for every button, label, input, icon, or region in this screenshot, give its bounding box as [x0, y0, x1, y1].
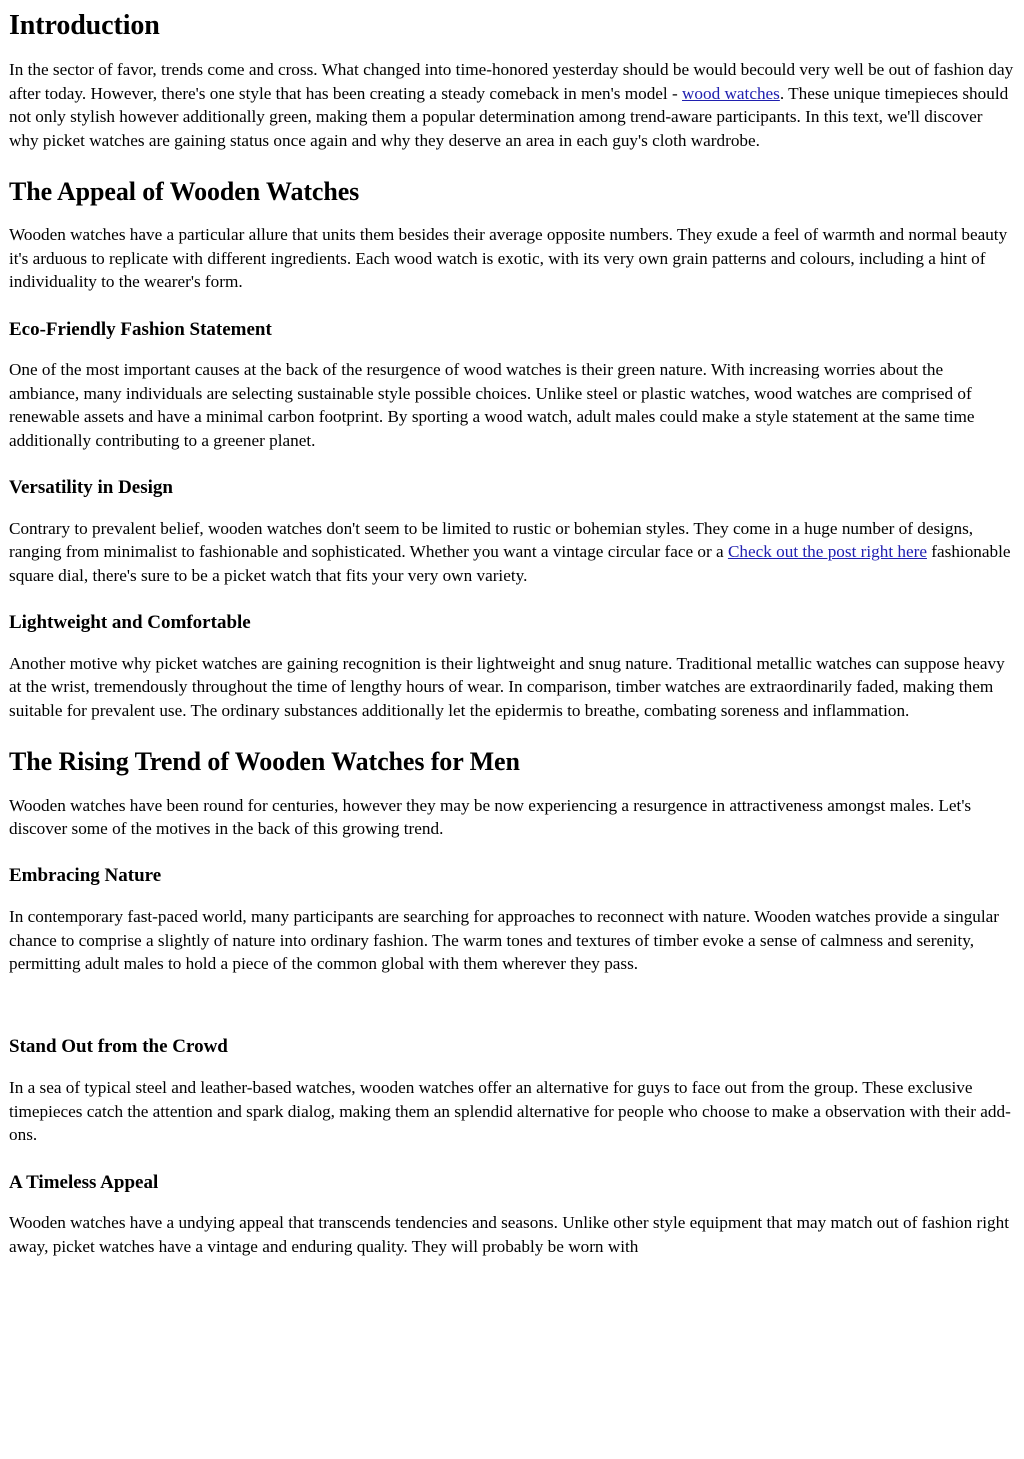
- paragraph-lightweight: [9, 652, 1014, 722]
- paragraph-embracing-nature: [9, 905, 1014, 975]
- heading-stand-out-from-the-crowd: Stand Out from the Crowd: [9, 1036, 228, 1058]
- paragraph-timeless-appeal-text-0: Wooden watches have a undying appeal that transcends tendencies and seasons. Unlike other style equipment that may match out of fashion right away, picket watches have a vintage and enduring quality. They will probably be worn with: [9, 1213, 1009, 1256]
- heading-embracing-nature: Embracing Nature: [9, 865, 162, 887]
- paragraph-rising-trend: [9, 794, 1014, 841]
- paragraph-eco-friendly: [9, 358, 1014, 452]
- paragraph-timeless-appeal: [9, 1211, 1014, 1258]
- document-body: [0, 11, 1024, 1258]
- paragraph-versatility-text-2: fashionable square dial, there's sure to be a picket watch that fits your very own variety.: [9, 542, 1011, 585]
- paragraph-appeal: [9, 223, 1014, 293]
- paragraph-stand-out: [9, 1076, 1014, 1146]
- heading-eco-friendly-fashion-statement: Eco-Friendly Fashion Statement: [9, 318, 272, 340]
- heading-a-timeless-appeal: A Timeless Appeal: [9, 1171, 159, 1193]
- paragraph-eco-friendly-text-0: One of the most important causes at the back of the resurgence of wood watches is their green nature. With increasing worries about the ambiance, many individuals are selecting sustainable style possible choices. Unlike steel or plastic watches, wood watches are comprised of renewable assets and have a minimal carbon footprint. By sporting a wood watch, adult males could make a style statement at the same time additionally contributing to a greener planet.: [9, 360, 975, 450]
- paragraph-rising-trend-text-0: Wooden watches have been round for centuries, however they may be now experiencing a resurgence in attractiveness amongst males. Let's discover some of the motives in the back of this growing trend.: [9, 795, 972, 838]
- paragraph-embracing-nature-text-0: In contemporary fast-paced world, many participants are searching for approaches to reconnect with nature. Wooden watches provide a singular chance to comprise a slightly of nature into ordinary fashion. The warm tones and textures of timber evoke a sense of calmness and serenity, permitting adult males to hold a piece of the common global with them wherever they pass.: [9, 907, 1000, 974]
- paragraph-introduction: [9, 58, 1014, 152]
- paragraph-lightweight-text-0: Another motive why picket watches are gaining recognition is their lightweight and snug nature. Traditional metallic watches can suppose heavy at the wrist, tremendously throughout the time of lengthy hours of wear. In comparison, timber watches are extraordinarily faded, making them suitable for prevalent use. The ordinary substances additionally let the epidermis to breathe, combating soreness and inflammation.: [9, 654, 1005, 720]
- paragraph-introduction-text-2: . These unique timepieces should not only stylish however additionally green, making them a popular determination among trend-aware participants. In this text, we'll discover why picket watches are gaining status once again and why they deserve an area in each guy's cloth wardrobe.: [9, 83, 1009, 150]
- heading-versatility-in-design: Versatility in Design: [9, 477, 173, 499]
- link-wood-watches[interactable]: wood watches: [682, 83, 780, 103]
- paragraph-appeal-text-0: Wooden watches have a particular allure that units them besides their average opposite numbers. They exude a feel of warmth and normal beauty it's arduous to replicate with different ingredients. Each wood watch is exotic, with its very own grain patterns and colours, including a hint of individuality to the wearer's form.: [9, 225, 1008, 292]
- paragraph-introduction-text-0: In the sector of favor, trends come and cross. What changed into time-honored yesterday should be would becould very well be out of fashion day after today. However, there's one style that has been creating a steady comeback in men's model -: [9, 60, 1014, 103]
- article-content: [9, 11, 1014, 1258]
- heading-lightweight-and-comfortable: Lightweight and Comfortable: [9, 612, 251, 634]
- heading-the-appeal-of-wooden-watches: The Appeal of Wooden Watches: [9, 177, 360, 207]
- paragraph-stand-out-text-0: In a sea of typical steel and leather-based watches, wooden watches offer an alternative for guys to face out from the group. These exclusive timepieces catch the attention and spark dialog, making them an splendid alternative for people who choose to make a observation with their add-ons.: [9, 1078, 1011, 1145]
- heading-the-rising-trend-of-wooden-watches-for-men: The Rising Trend of Wooden Watches for Men: [9, 747, 520, 777]
- paragraph-versatility: [9, 517, 1014, 587]
- heading-introduction: Introduction: [9, 10, 160, 41]
- link-check-out-the-post-right-here[interactable]: Check out the post right here: [727, 542, 927, 562]
- paragraph-versatility-text-0: Contrary to prevalent belief, wooden watches don't seem to be limited to rustic or bohemian styles. They come in a huge number of designs, ranging from minimalist to fashionable and sophisticated. Whether you want a vintage circular face or a: [9, 518, 974, 562]
